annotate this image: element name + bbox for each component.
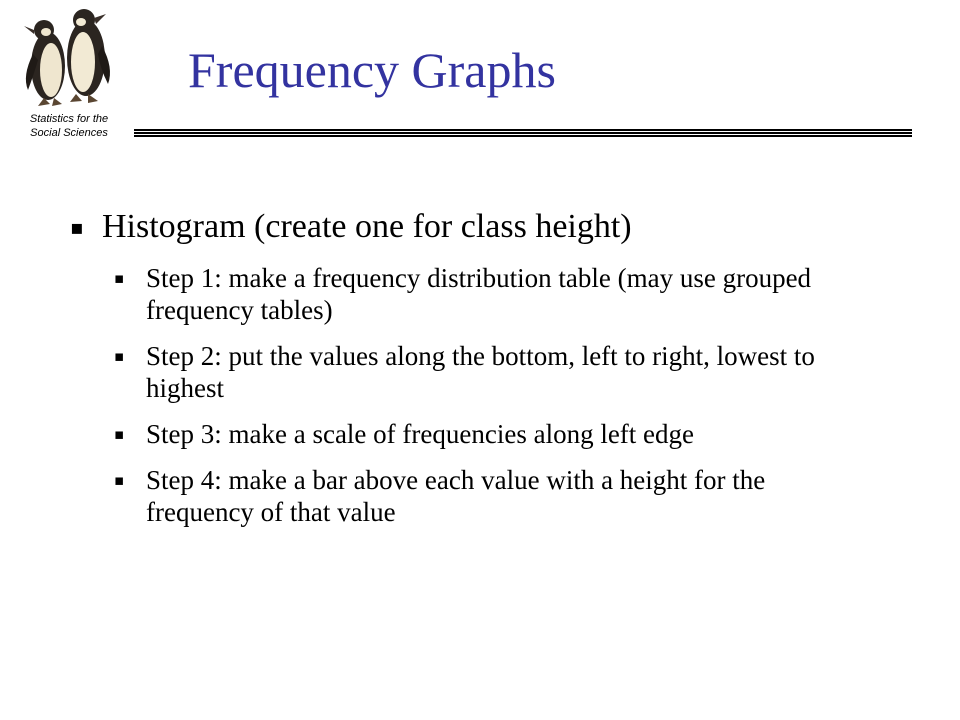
step-text: Step 1: make a frequency distribution table (may use grouped frequency tables) [146, 263, 812, 325]
square-bullet-icon: ▪ [114, 471, 125, 489]
square-bullet-icon: ▪ [114, 425, 125, 443]
main-bullet [70, 206, 870, 248]
list-item [114, 262, 846, 326]
steps-list [70, 262, 870, 528]
step-text: Step 4: make a bar above each value with a height for the frequency of that value [146, 465, 766, 527]
slide-content [70, 206, 870, 542]
slide-title: Frequency Graphs [188, 42, 556, 98]
course-logo [8, 4, 130, 144]
main-bullet-text: Histogram (create one for class height) [102, 208, 632, 245]
logo-caption-line2: Social Sciences [30, 127, 108, 139]
step-text: Step 3: make a scale of frequencies along left edge [146, 419, 695, 449]
square-bullet-icon: ▪ [70, 215, 84, 239]
list-item [114, 418, 846, 450]
square-bullet-icon: ▪ [114, 347, 125, 365]
step-text: Step 2: put the values along the bottom, left to right, lowest to highest [146, 341, 815, 403]
title-divider [134, 129, 912, 139]
square-bullet-icon: ▪ [114, 269, 125, 287]
logo-caption-line1: Statistics for the [29, 113, 109, 125]
penguins-logo-icon [14, 4, 122, 110]
logo-caption [8, 112, 130, 140]
list-item [114, 464, 846, 528]
list-item [114, 340, 846, 404]
